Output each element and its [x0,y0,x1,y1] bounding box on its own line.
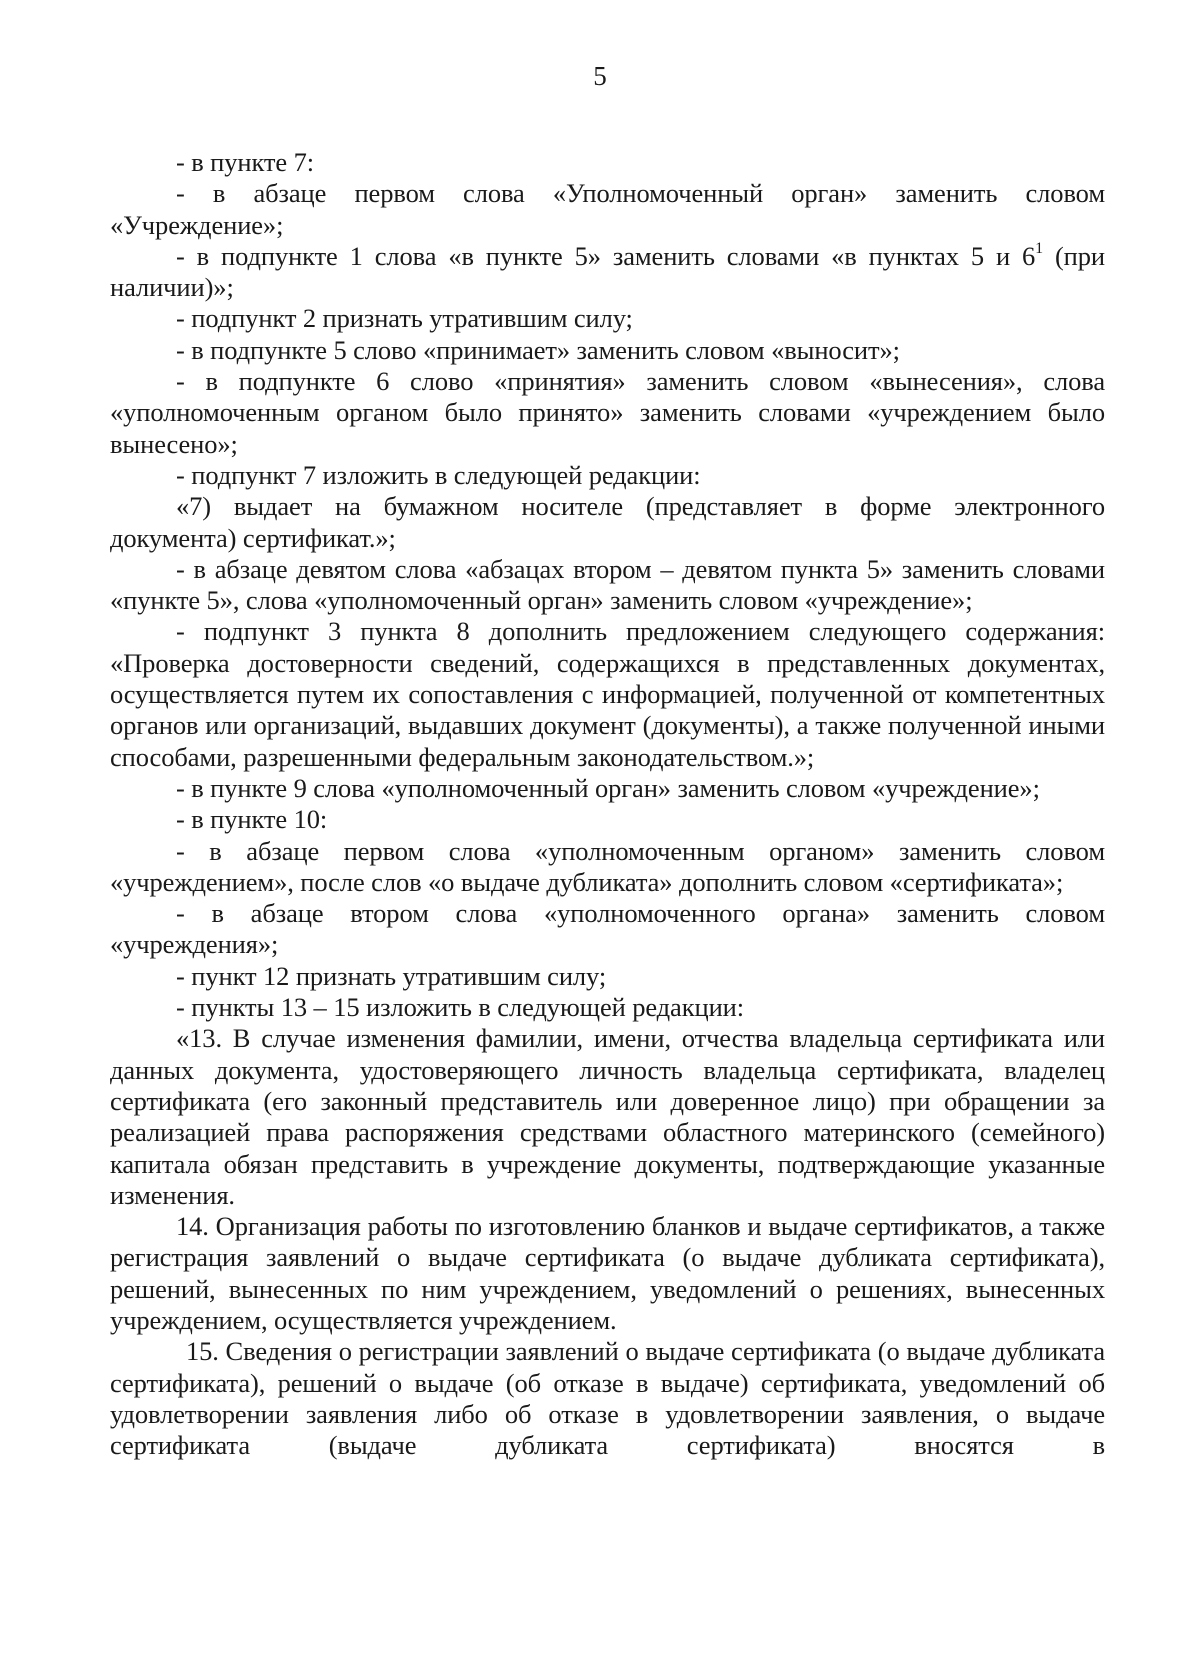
paragraph: - пункт 12 признать утратившим силу; [176,960,607,991]
paragraph: - пункты 13 – 15 изложить в следующей редакции: [176,992,745,1023]
document-body [110,147,1105,1461]
paragraph: 15. Сведения о регистрации заявлений о выдаче сертификата (о выдаче дубликата сертификата), решений о выдаче (об отказе в выдаче) сертификата, уведомлений об удовлетворении заявления либо об отказе в удовлетворении заявления, о выдаче сертификата (выдаче дубликата сертификата) вносятся в [110,1336,1105,1461]
paragraph: - в пункте 10: [176,804,328,835]
paragraph: - в пункте 9 слова «уполномоченный орган» заменить словом «учреждение»; [176,772,1040,803]
paragraph: - в абзаце первом слова «уполномоченным органом» заменить словом «учреждением», после слов «о выдаче дубликата» дополнить словом «сертификата»; [110,835,1105,897]
paragraph: 14. Организация работы по изготовлению бланков и выдаче сертификатов, а также регистрация заявлений о выдаче сертификата (о выдаче дубликата сертификата), решений, вынесенных по ним учреждением, уведомлений о решениях, вынесенных учреждением, осуществляется учреждением. [110,1211,1105,1335]
page-number: 5 [593,61,607,91]
paragraph: - в абзаце втором слова «уполномоченного органа» заменить словом «учреждения»; [110,898,1105,960]
paragraph: - в подпункте 5 слово «принимает» заменить словом «выносит»; [176,334,900,365]
paragraph: «7) выдает на бумажном носителе (представляет в форме электронного документа) сертификат.»; [110,491,1105,553]
paragraph-text: (при наличии)»; [110,240,1105,303]
paragraph: - в пункте 7: [176,147,315,177]
paragraph: - подпункт 7 изложить в следующей редакции: [176,459,701,490]
paragraph-text: - в подпункте 1 слова «в пункте 5» заменить словами «в пунктах 5 и 6 [176,240,1036,271]
paragraph: - подпункт 2 признать утратившим силу; [176,303,633,334]
superscript: 1 [1035,240,1044,258]
paragraph: - в подпункте 6 слово «принятия» заменить словом «вынесения», слова «уполномоченным органом было принято» заменить словами «учреждением было вынесено»; [110,366,1105,459]
paragraph: «13. В случае изменения фамилии, имени, отчества владельца сертификата или данных документа, удостоверяющего личность владельца сертификата, владелец сертификата (его законный представитель или доверенное лицо) при обращении за реализацией права распоряжения средствами областного материнского (семейного) капитала обязан представить в учреждение документы, подтверждающие указанные изменения. [110,1023,1105,1210]
paragraph: - в абзаце девятом слова «абзацах втором – девятом пункта 5» заменить словами «пункте 5», слова «уполномоченный орган» заменить словом «учреждение»; [110,553,1105,616]
paragraph: - подпункт 3 пункта 8 дополнить предложением следующего содержания: «Проверка достоверности сведений, содержащихся в представленных документах, осуществляется путем их сопоставления с информацией, полученной от компетентных органов или организаций, выдавших документ (документы), а также полученной иными способами, разрешенными федеральным законодательством.»; [110,616,1105,772]
paragraph [110,241,1105,304]
paragraph: - в абзаце первом слова «Уполномоченный орган» заменить словом «Учреждение»; [110,178,1105,240]
